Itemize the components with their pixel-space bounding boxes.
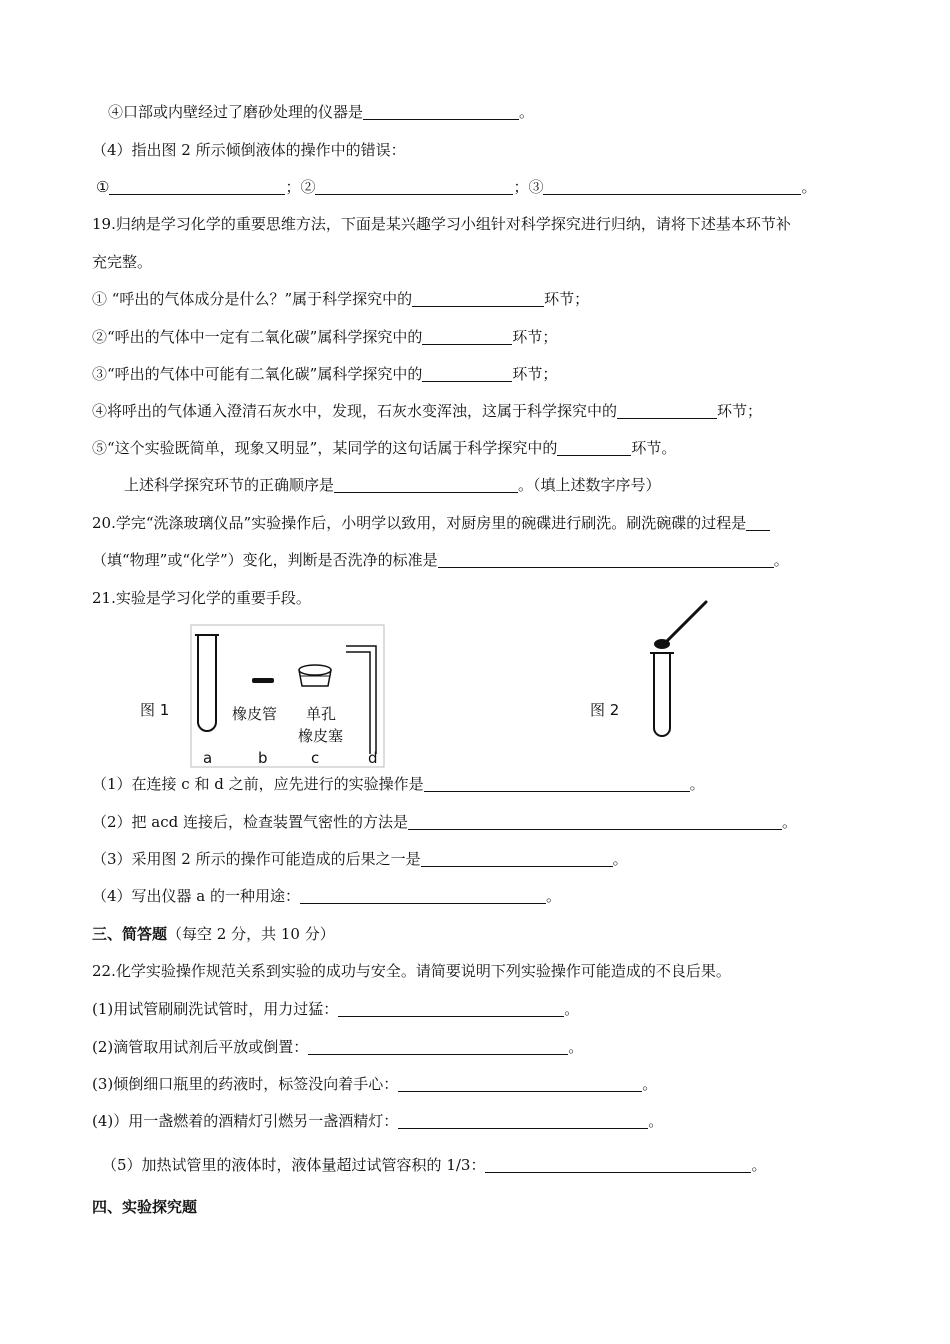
q22-sub5: （5）加热试管里的液体时，液体量超过试管容积的 1/3： 。 bbox=[102, 1156, 767, 1174]
answer-blank[interactable] bbox=[363, 103, 519, 120]
q22-sub2: (2)滴管取用试剂后平放或倒置： 。 bbox=[92, 1038, 584, 1056]
line-q18-sub4 bbox=[92, 140, 406, 160]
line-q18-blanks: ① ；② ；③ 。 bbox=[96, 178, 817, 196]
q21-sub4: （4）写出仪器 a 的一种用途： 。 bbox=[92, 887, 562, 905]
answer-blank[interactable] bbox=[617, 402, 717, 419]
q21-sub1: （1）在连接 c 和 d 之前，应先进行的实验操作是 。 bbox=[92, 775, 705, 793]
q19-item-2: ②“呼出的气体中一定有二氧化碳”属科学探究中的 环节； bbox=[92, 328, 558, 346]
section4-heading: 四、实验探究题 bbox=[92, 1198, 198, 1216]
answer-blank[interactable] bbox=[543, 178, 801, 195]
bent-glass-tube-icon bbox=[346, 646, 376, 754]
q21-sub2: （2）把 acd 连接后，检查装置气密性的方法是 。 bbox=[92, 813, 798, 831]
q22-sub1: (1)用试管刷刷洗试管时，用力过猛： 。 bbox=[92, 1000, 580, 1018]
answer-blank[interactable] bbox=[412, 290, 544, 307]
q21-stem: 21.实验是学习化学的重要手段。 bbox=[92, 589, 311, 607]
answer-blank[interactable] bbox=[408, 813, 782, 830]
section3-heading: 三、简答题（每空 2 分，共 10 分） bbox=[92, 925, 335, 943]
answer-blank[interactable] bbox=[300, 887, 546, 904]
q19-item-1: ① “呼出的气体成分是什么？”属于科学探究中的 环节； bbox=[92, 290, 590, 308]
answer-blank[interactable] bbox=[438, 551, 774, 568]
answer-blank[interactable] bbox=[424, 775, 690, 792]
line-q18-4: ④口部或内壁经过了磨砂处理的仪器是 。 bbox=[108, 103, 535, 121]
q20-line2: （填“物理”或“化学”）变化，判断是否洗净的标准是 。 bbox=[92, 551, 789, 569]
q19-stem-1: 19.归纳是学习化学的重要思维方法，下面是某兴趣学习小组针对科学探究进行归纳，请将下述基本环节补 bbox=[92, 215, 791, 233]
q21-sub3: （3）采用图 2 所示的操作可能造成的后果之一是 。 bbox=[92, 850, 628, 868]
figure2-apparatus bbox=[640, 596, 714, 742]
q19-order: 上述科学探究环节的正确顺序是 。（填上述数字序号） bbox=[124, 476, 661, 494]
letter-b: b bbox=[258, 749, 268, 767]
rubber-tube-label: 橡皮管 bbox=[232, 705, 278, 723]
answer-blank[interactable] bbox=[315, 178, 513, 195]
answer-blank[interactable] bbox=[485, 1156, 751, 1173]
stopper-icon bbox=[299, 665, 331, 686]
q22-sub3: (3)倾倒细口瓶里的药液时，标签没向着手心： 。 bbox=[92, 1075, 658, 1093]
answer-blank[interactable] bbox=[421, 850, 613, 867]
answer-blank[interactable] bbox=[422, 365, 512, 382]
figure1-label: 图 1 bbox=[140, 701, 170, 719]
answer-blank[interactable] bbox=[422, 328, 512, 345]
stopper-label-1: 单孔 bbox=[306, 705, 337, 723]
answer-blank[interactable] bbox=[398, 1112, 648, 1129]
spoon-icon bbox=[654, 602, 706, 649]
q19-item-5: ⑤“这个实验既简单，现象又明显”，某同学的这句话属于科学探究中的 环节。 bbox=[92, 439, 677, 457]
q19-stem-2: 充完整。 bbox=[92, 253, 153, 271]
letter-a: a bbox=[203, 749, 213, 767]
test-tube-icon bbox=[650, 653, 674, 736]
q19-item-4: ④将呼出的气体通入澄清石灰水中，发现，石灰水变浑浊，这属于科学探究中的 环节； bbox=[92, 402, 763, 420]
test-tube-icon bbox=[198, 636, 216, 731]
question-text: ④口部或内壁经过了磨砂处理的仪器是 bbox=[108, 103, 364, 121]
q22-stem: 22.化学实验操作规范关系到实验的成功与安全。请简要说明下列实验操作可能造成的不良后果。 bbox=[92, 962, 731, 980]
q22-sub4: (4)）用一盏燃着的酒精灯引燃另一盏酒精灯： 。 bbox=[92, 1112, 664, 1130]
answer-blank[interactable] bbox=[334, 476, 518, 493]
stopper-label-2: 橡皮塞 bbox=[298, 727, 344, 745]
answer-blank[interactable] bbox=[398, 1075, 642, 1092]
answer-blank[interactable] bbox=[109, 178, 285, 195]
q19-item-3: ③“呼出的气体中可能有二氧化碳”属科学探究中的 环节； bbox=[92, 365, 558, 383]
figure1-apparatus bbox=[190, 624, 386, 770]
letter-d: d bbox=[368, 749, 378, 767]
q20-stem: 20.学完“洗涤玻璃仪品”实验操作后，小明学以致用，对厨房里的碗碟进行刷洗。刷洗碗碟的过程是 bbox=[92, 513, 770, 533]
answer-blank[interactable] bbox=[308, 1038, 568, 1055]
answer-blank[interactable] bbox=[746, 514, 770, 531]
answer-blank[interactable] bbox=[338, 1000, 564, 1017]
letter-c: c bbox=[311, 749, 320, 767]
answer-blank[interactable] bbox=[557, 439, 631, 456]
question-text: （4）指出图 2 所示倾倒液体的操作中的错误： bbox=[92, 141, 406, 159]
rubber-tube-icon bbox=[252, 678, 274, 683]
figure2-label: 图 2 bbox=[590, 701, 620, 719]
